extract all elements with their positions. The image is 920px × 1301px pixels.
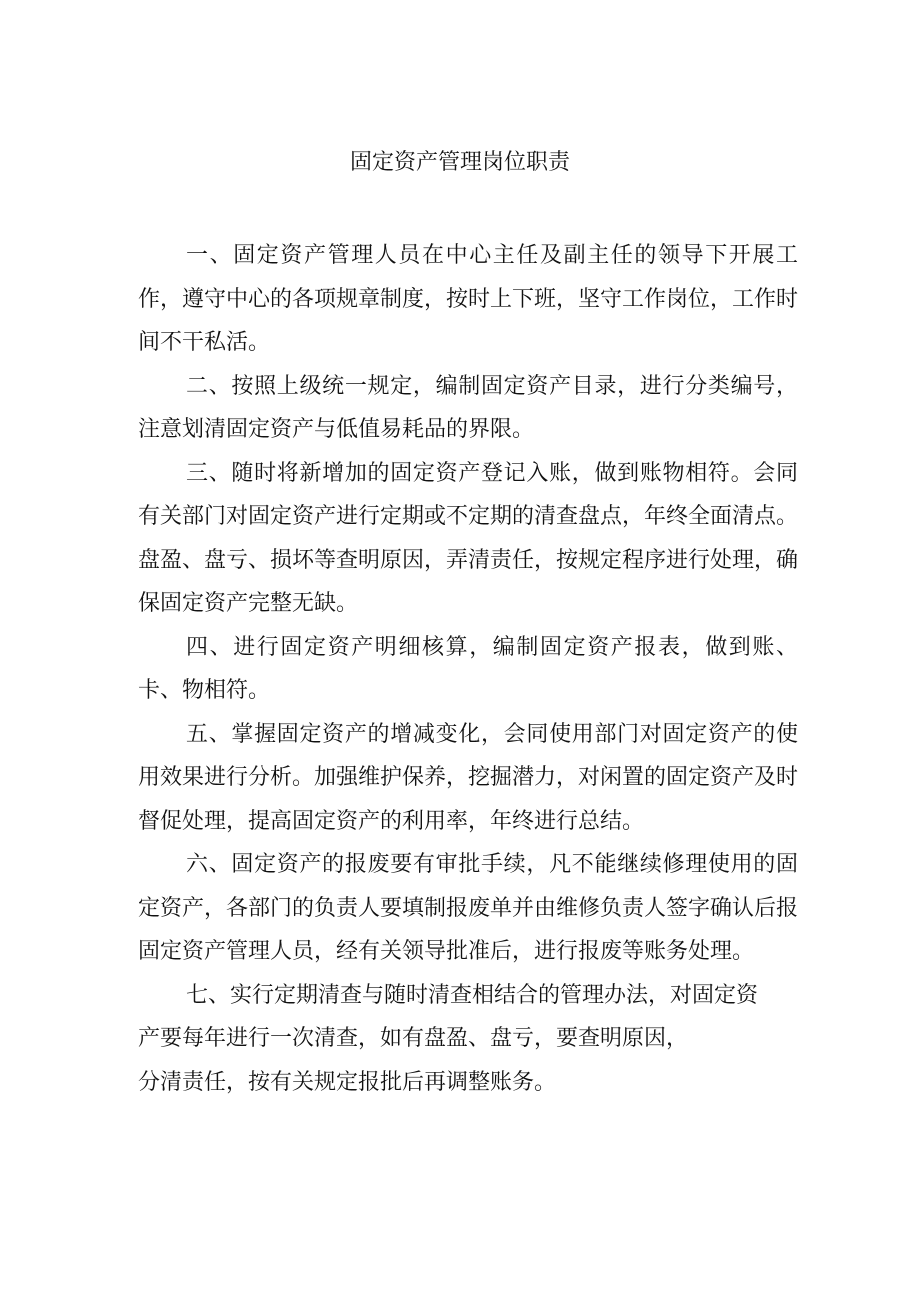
document-title: 固定资产管理岗位职责 bbox=[349, 150, 570, 175]
paragraph-6: 六、固定资产的报废要有审批手续，凡不能继续修理使用的固定资产，各部门的负责人要填制报废单并由维修负责人签字确认后报固定资产管理人员，经有关领导批准后，进行报废等账务处理。 bbox=[138, 852, 799, 964]
paragraph-1: 一、固定资产管理人员在中心主任及副主任的领导下开展工作，遵守中心的各项规章制度，按时上下班，坚守工作岗位，工作时间不干私活。 bbox=[138, 243, 799, 355]
paragraph-7-line-3: 分清责任，按有关规定报批后再调整账务。 bbox=[138, 1069, 557, 1095]
paragraph-7 bbox=[138, 974, 798, 1105]
document-body bbox=[138, 234, 798, 1104]
paragraph-7-line-1: 七、实行定期清查与随时清查相结合的管理办法，对固定资 bbox=[186, 982, 759, 1008]
paragraph-4: 四、进行固定资产明细核算，编制固定资产报表，做到账、卡、物相符。 bbox=[138, 634, 798, 703]
paragraph-7-line-2: 产要每年进行一次清查，如有盘盈、盘亏，要查明原因， bbox=[138, 1026, 689, 1051]
paragraph-3: 三、随时将新增加的固定资产登记入账，做到账物相符。会同有关部门对固定资产进行定期或不定期的清查盘点，年终全面清点。盘盈、盘亏、损坏等查明原因，弄清责任，按规定程序进行处理，确保固定资产完整无缺。 bbox=[138, 460, 799, 616]
paragraph-5: 五、掌握固定资产的增减变化，会同使用部门对固定资产的使用效果进行分析。加强维护保养，挖掘潜力，对闲置的固定资产及时督促处理，提高固定资产的利用率，年终进行总结。 bbox=[138, 721, 799, 834]
paragraph-2: 二、按照上级统一规定，编制固定资产目录，进行分类编号，注意划清固定资产与低值易耗品的界限。 bbox=[138, 373, 798, 442]
